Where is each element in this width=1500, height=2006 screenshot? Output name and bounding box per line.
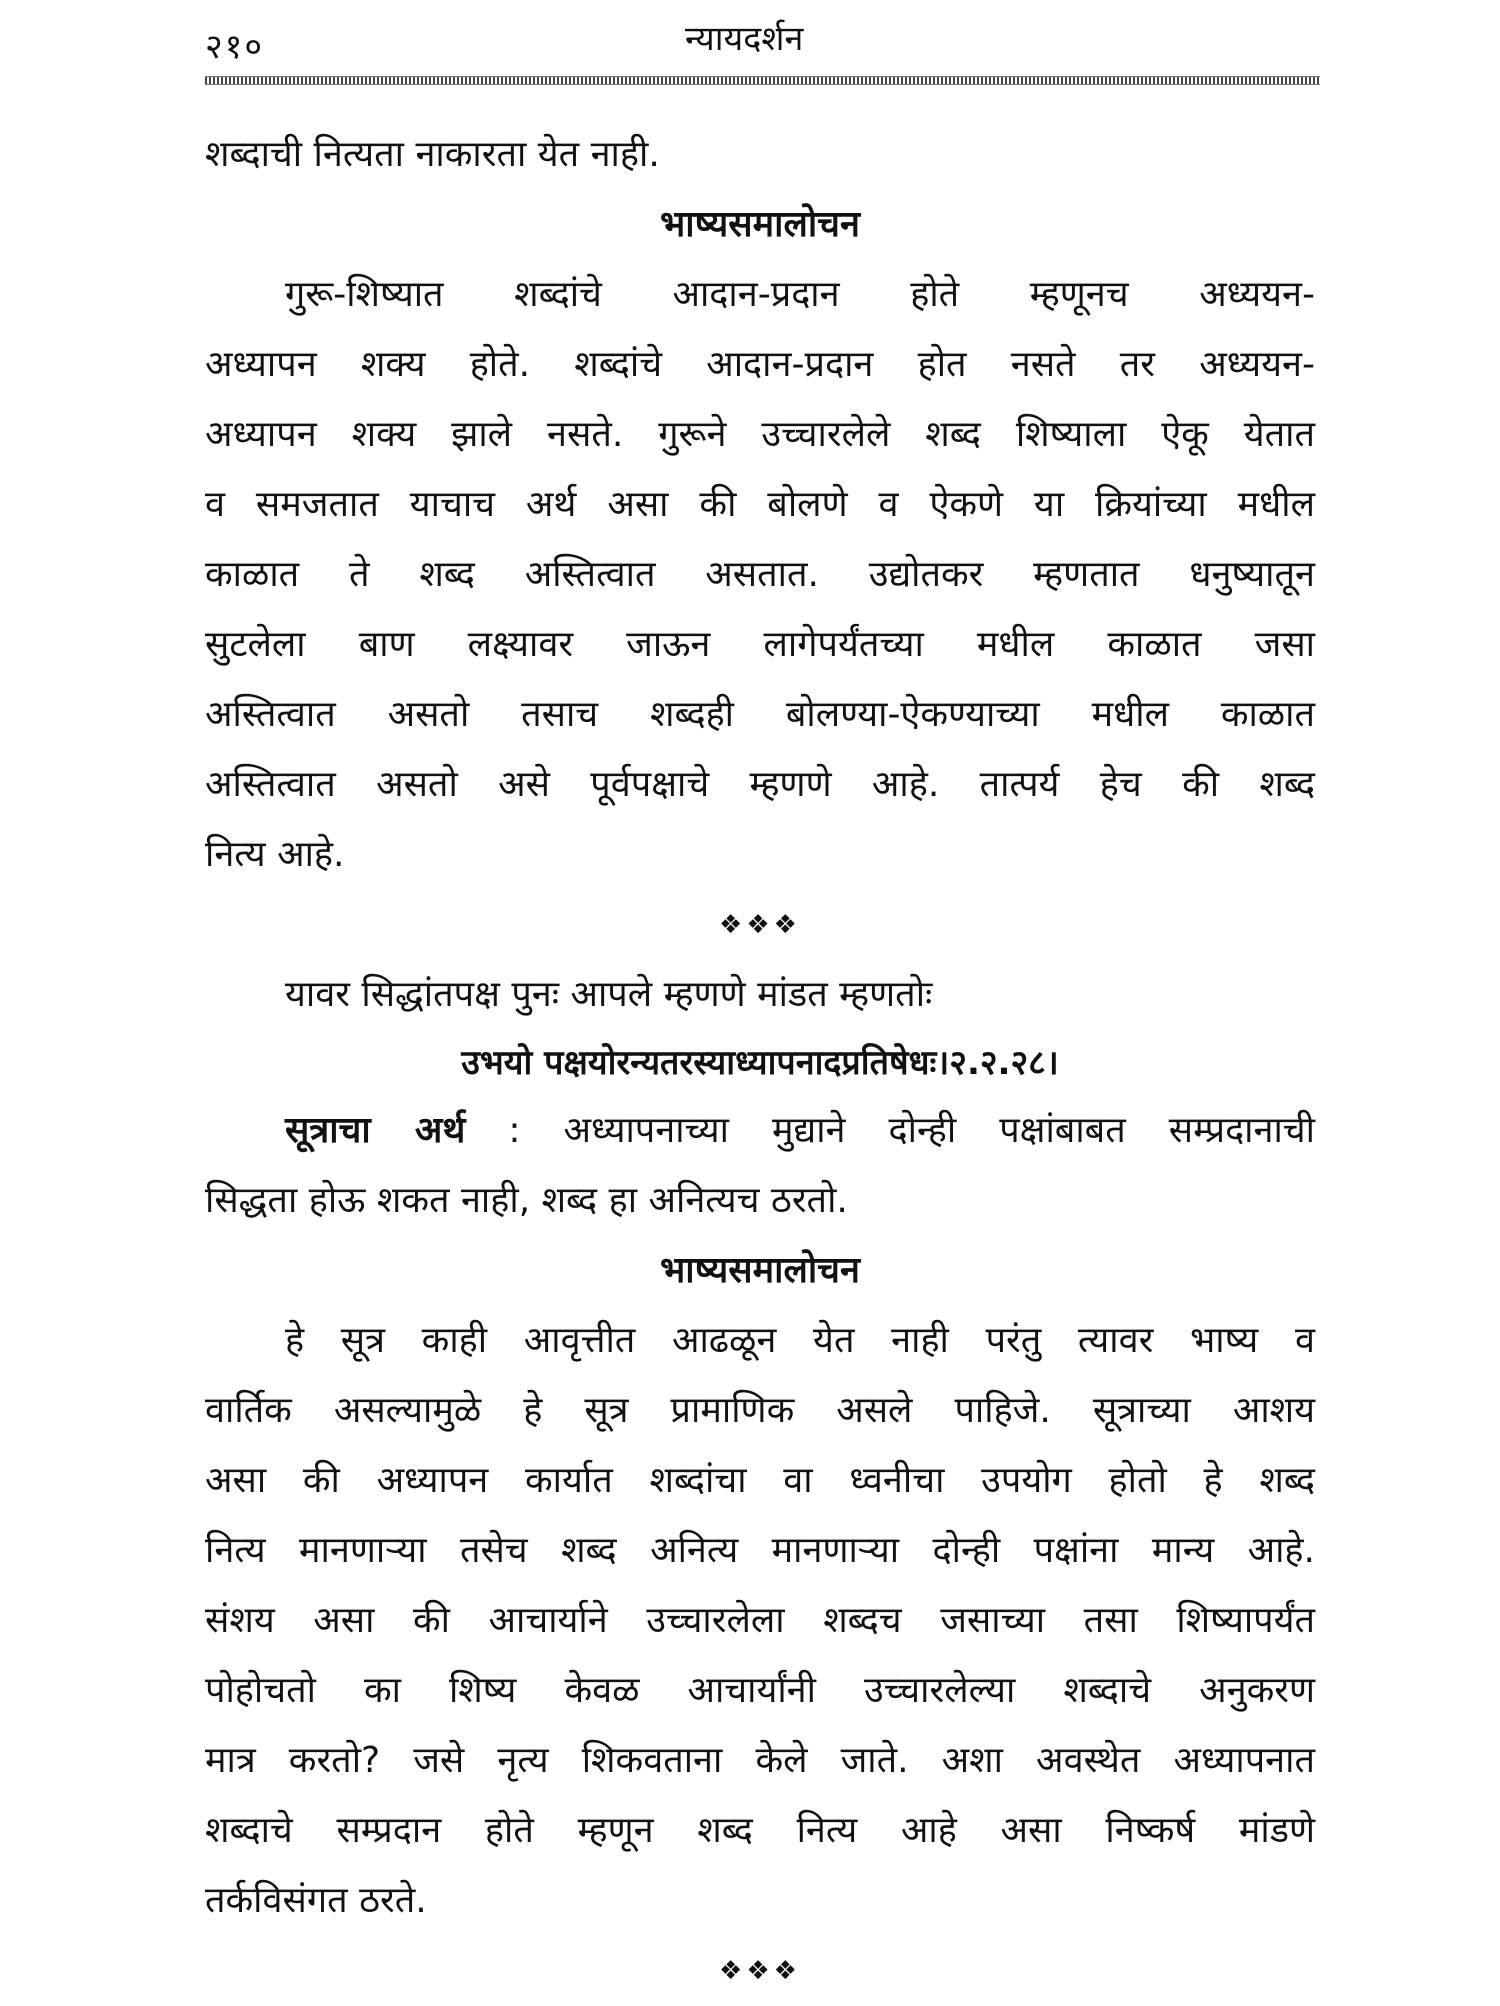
text-line: हे सूत्र काही आवृत्तीत आढळून येत नाही परंतु त्यावर भाष्य व [285, 1320, 1315, 1361]
text-line: मात्र करतो? जसे नृत्य शिकवताना केले जाते. अशा अवस्थेत अध्यापनात [205, 1740, 1315, 1781]
text-line: अस्तित्वात असतो तसाच शब्दही बोलण्या-ऐकण्याच्या मधील काळात [205, 694, 1315, 735]
sutra-text: उभयो पक्षयोरन्यतरस्याध्यापनादप्रतिषेधः।२.२.२८। [461, 1043, 1059, 1083]
text-line: काळात ते शब्द अस्तित्वात असतात. उद्योतकर म्हणतात धनुष्यातून [205, 554, 1315, 595]
section-ornament: ❖❖❖ [719, 910, 801, 940]
text-line: नित्य मानणाऱ्या तसेच शब्द अनित्य मानणाऱ्या दोन्ही पक्षांना मान्य आहे. [205, 1530, 1315, 1571]
text-line: संशय असा की आचार्याने उच्चारलेला शब्दच जसाच्या तसा शिष्यापर्यंत [205, 1600, 1315, 1641]
text-line: शब्दाची नित्यता नाकारता येत नाही. [205, 134, 660, 175]
intro-line: यावर सिद्धांतपक्ष पुनः आपले म्हणणे मांडत म्हणतोः [285, 974, 933, 1015]
section-ornament: ❖❖❖ [719, 1956, 801, 1986]
text-line: शब्दाचे सम्प्रदान होते म्हणून शब्द नित्य आहे असा निष्कर्ष मांडणे [205, 1810, 1315, 1851]
page-number: २१० [205, 27, 265, 67]
section-heading: भाष्यसमालोचन [659, 1250, 861, 1291]
sutra-meaning-text: : अध्यापनाच्या मुद्याने दोन्ही पक्षांबाबत सम्प्रदानाची [508, 1110, 1315, 1151]
sutra-meaning-line-2: सिद्धता होऊ शकत नाही, शब्द हा अनित्यच ठरतो. [205, 1180, 848, 1221]
sutra-meaning-label: सूत्राचा अर्थ [285, 1110, 466, 1151]
text-line: वार्तिक असल्यामुळे हे सूत्र प्रामाणिक असले पाहिजे. सूत्राच्या आशय [205, 1390, 1315, 1431]
text-line: तर्कविसंगत ठरते. [205, 1880, 427, 1921]
paragraph-1 [205, 260, 1315, 890]
running-title: न्यायदर्शन [685, 19, 804, 59]
page-header [205, 14, 1315, 74]
text-line: सुटलेला बाण लक्ष्यावर जाऊन लागेपर्यंतच्या मधील काळात जसा [205, 624, 1315, 665]
section-heading: भाष्यसमालोचन [659, 204, 861, 245]
text-line: अध्यापन शक्य होते. शब्दांचे आदान-प्रदान होत नसते तर अध्ययन- [205, 344, 1315, 385]
header-rule [205, 76, 1320, 85]
text-line: असा की अध्यापन कार्यात शब्दांचा वा ध्वनीचा उपयोग होतो हे शब्द [205, 1460, 1315, 1501]
text-line: नित्य आहे. [205, 834, 345, 875]
text-line: गुरू-शिष्यात शब्दांचे आदान-प्रदान होते म्हणूनच अध्ययन- [285, 274, 1315, 315]
text-line: पोहोचतो का शिष्य केवळ आचार्यांनी उच्चारलेल्या शब्दाचे अनुकरण [205, 1670, 1315, 1711]
text-line: अध्यापन शक्य झाले नसते. गुरूने उच्चारलेले शब्द शिष्याला ऐकू येतात [205, 414, 1315, 455]
text-line: व समजतात याचाच अर्थ असा की बोलणे व ऐकणे या क्रियांच्या मधील [205, 484, 1315, 525]
page-body [205, 120, 1315, 2006]
sutra-meaning-line-1 [205, 1096, 1315, 1166]
text-line: अस्तित्वात असतो असे पूर्वपक्षाचे म्हणणे आहे. तात्पर्य हेच की शब्द [205, 764, 1315, 805]
paragraph-2 [205, 1306, 1315, 1936]
